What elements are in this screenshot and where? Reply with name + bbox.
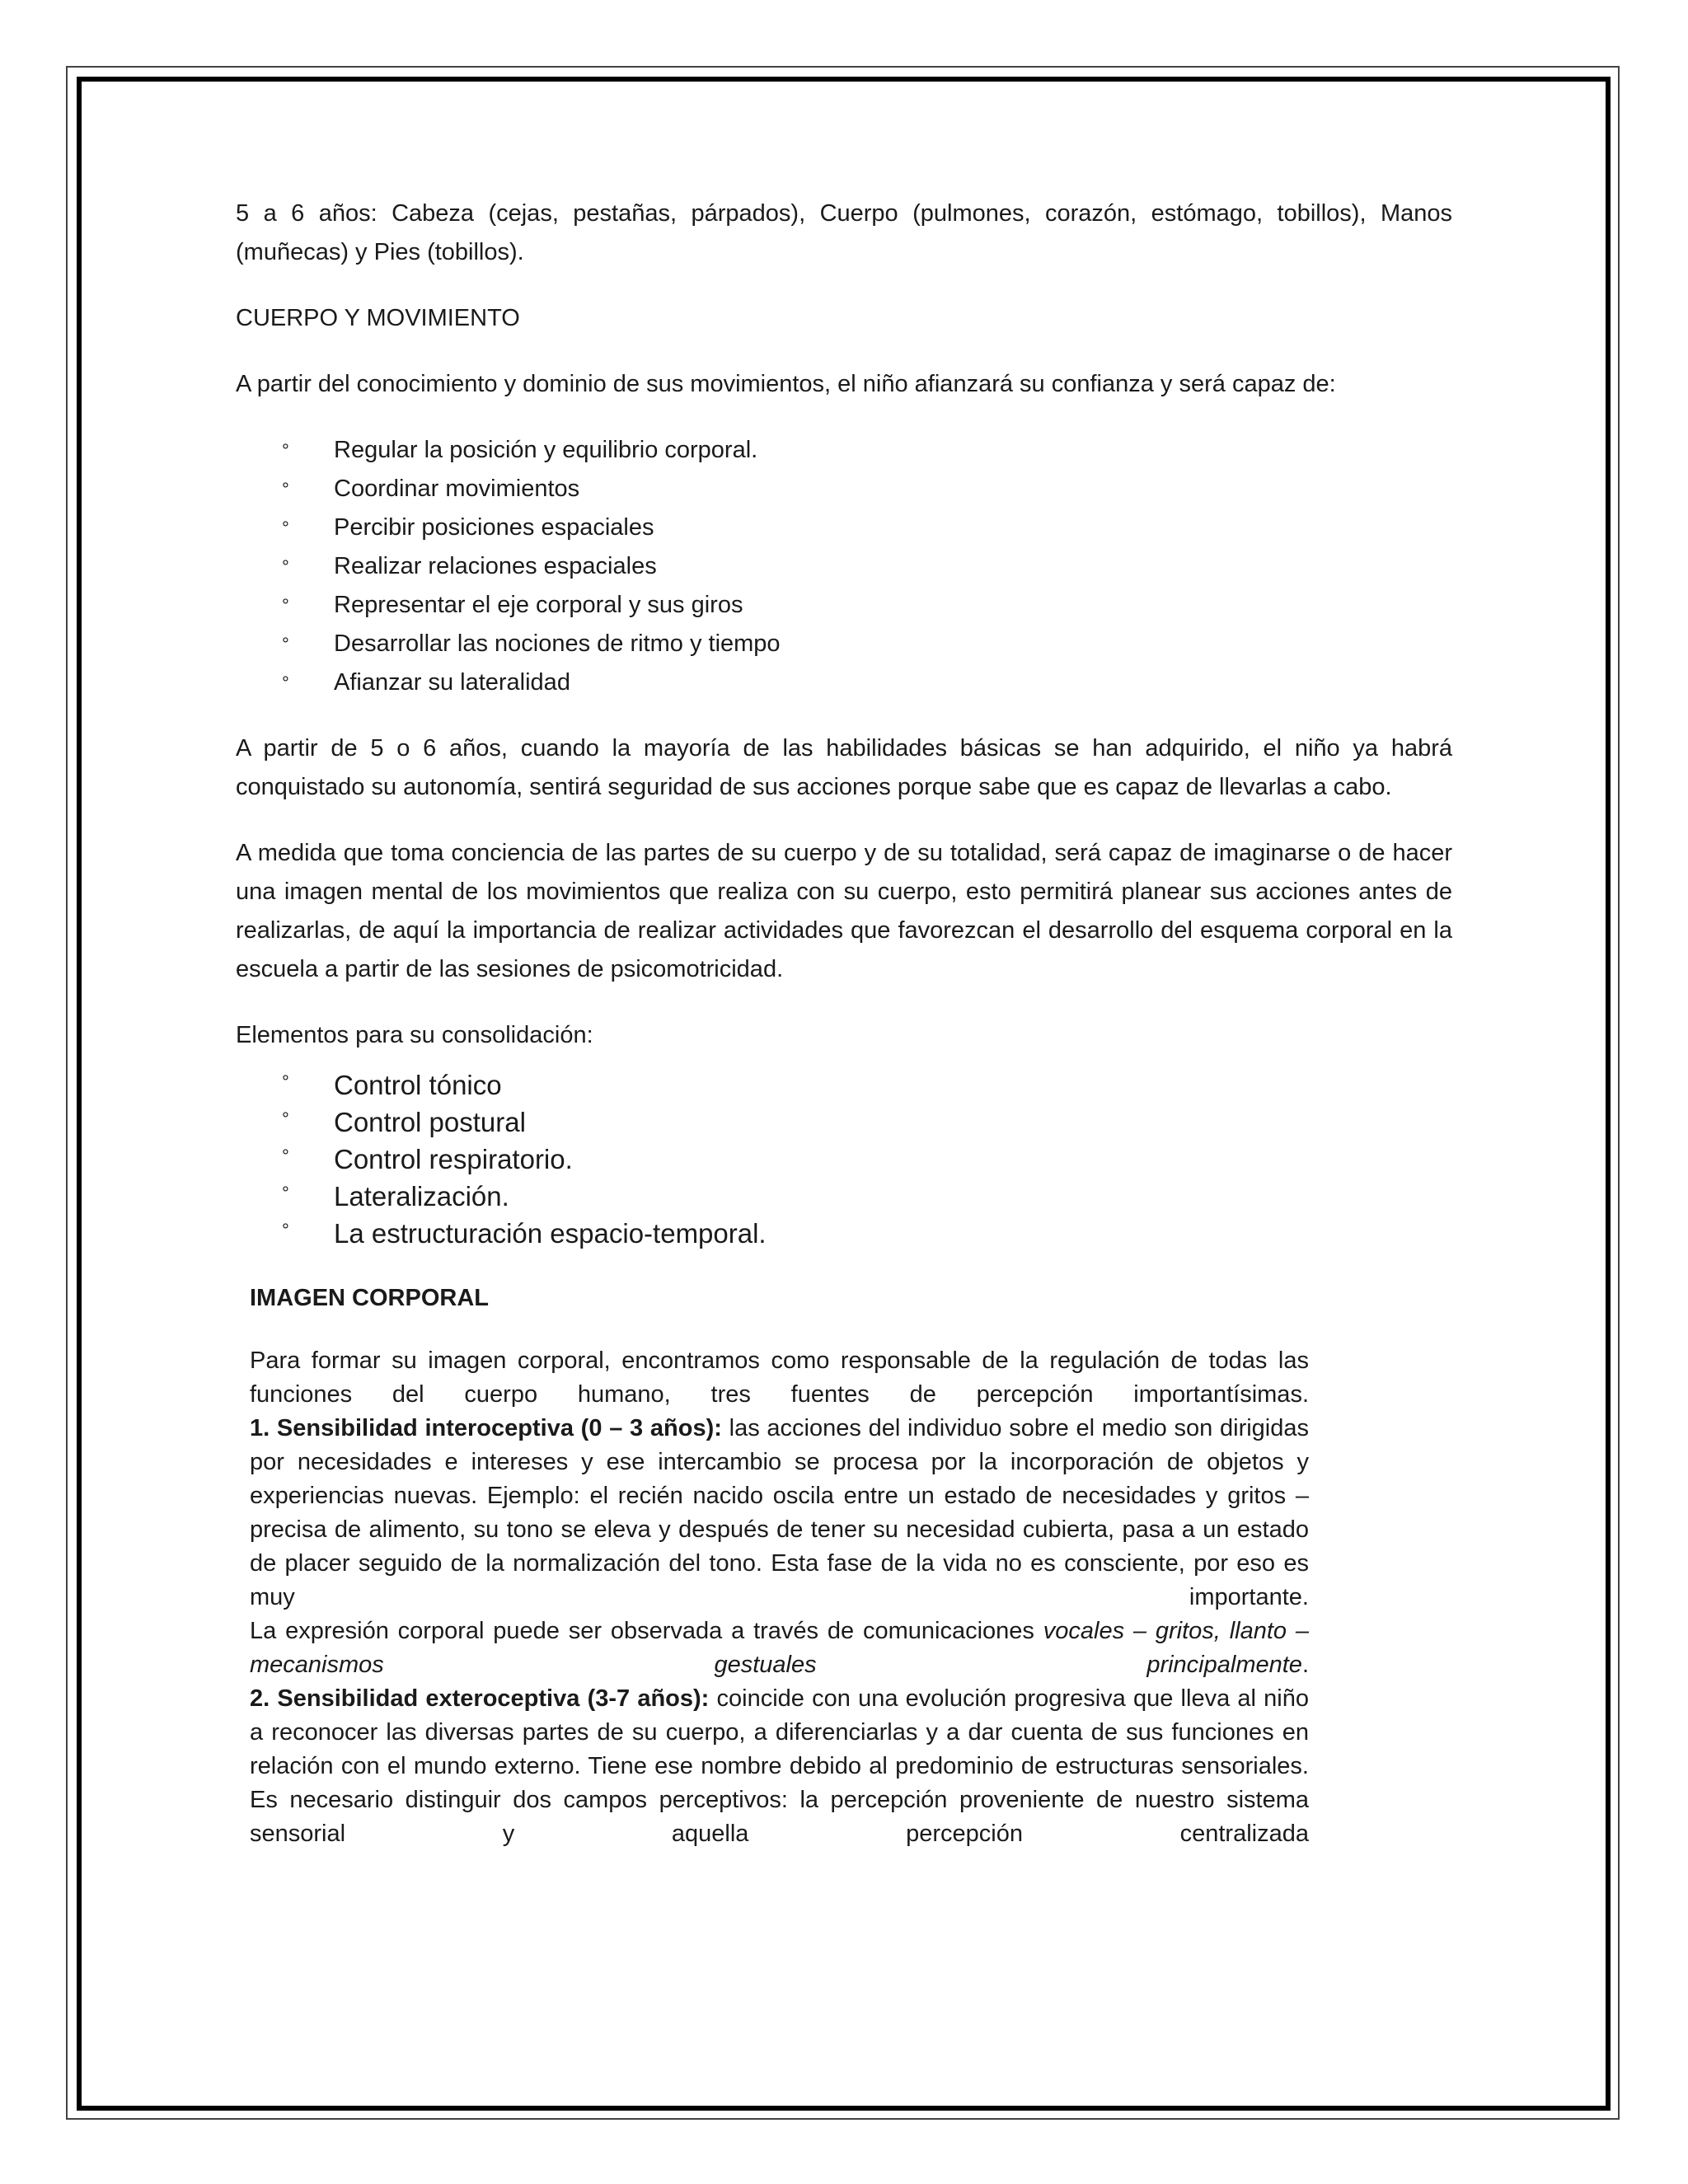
bullet-icon: ° [282, 518, 289, 538]
document-body [236, 194, 1452, 1851]
list-item: ° Control respiratorio. [236, 1141, 1452, 1178]
exteroceptive-paragraph: 2. Sensibilidad exteroceptiva (3-7 años): coincide con una evolución progresiva que lleva al niño a reconocer las diversas partes de su cuerpo, a diferenciarlas y a dar cuenta de sus funciones en relación con el mundo externo. Tiene ese nombre debido al predominio de estructuras sensoriales. Es necesario distinguir dos campos perceptivos: la percepción proveniente de nuestro sistema sensorial y aquella percepción centralizada [250, 1685, 1309, 1847]
bullet-icon: ° [282, 634, 289, 654]
bullet-icon: ° [282, 479, 289, 499]
bullet-icon: ° [282, 1146, 289, 1166]
list-item: ° Afianzar su lateralidad [236, 663, 1452, 702]
interoceptive-label: 1. Sensibilidad interoceptiva (0 – 3 años): [250, 1415, 722, 1441]
bullet-icon: ° [282, 556, 289, 577]
list-item: ° Control postural [236, 1104, 1452, 1141]
intro-paragraph: 5 a 6 años: Cabeza (cejas, pestañas, párpados), Cuerpo (pulmones, corazón, estómago, tobillos), Manos (muñecas) y Pies (tobillos). [236, 200, 1452, 265]
elements-lead: Elementos para su consolidación: [236, 1022, 593, 1048]
list-item: ° Lateralización. [236, 1178, 1452, 1215]
interoceptive-paragraph: 1. Sensibilidad interoceptiva (0 – 3 años): las acciones del individuo sobre el medio son dirigidas por necesidades e intereses y ese intercambio se procesa por la incorporación de objetos y experiencias nuevas. Ejemplo: el recién nacido oscila entre un estado de necesidades y gritos – precisa de alimento, su tono se eleva y después de tener su necesidad cubierta, pasa a un estado de placer seguido de la normalización del tono. Esta fase de la vida no es consciente, por eso es muy importante. [250, 1415, 1309, 1610]
imagen-intro: Para formar su imagen corporal, encontramos como responsable de la regulación de todas las funciones del cuerpo humano, tres fuentes de percepción importantísimas. [250, 1347, 1309, 1408]
list-item: ° Control tónico [236, 1066, 1452, 1104]
list-item: ° Representar el eje corporal y sus giros [236, 586, 1452, 625]
list-item: ° Percibir posiciones espaciales [236, 509, 1452, 547]
list-item: ° La estructuración espacio-temporal. [236, 1215, 1452, 1252]
list-item: ° Realizar relaciones espaciales [236, 547, 1452, 586]
bullet-icon: ° [282, 1108, 289, 1129]
section-title-cuerpo-movimiento: CUERPO Y MOVIMIENTO [236, 305, 520, 331]
elements-list [236, 1066, 1452, 1252]
section-title-imagen-corporal: IMAGEN CORPORAL [250, 1285, 489, 1311]
bullet-icon: ° [282, 673, 289, 693]
bullet-icon: ° [282, 440, 289, 461]
list-item: ° Coordinar movimientos [236, 470, 1452, 509]
exteroceptive-label: 2. Sensibilidad exteroceptiva (3-7 años): [250, 1685, 710, 1712]
list-item: ° Desarrollar las nociones de ritmo y tiempo [236, 625, 1452, 663]
expression-italic: vocales – gritos, llanto – mecanismos gestuales principalmente [250, 1618, 1309, 1678]
paragraph-autonomy: A partir de 5 o 6 años, cuando la mayoría de las habilidades básicas se han adquirido, el niño ya habrá conquistado su autonomía, sentirá seguridad de sus acciones porque sabe que es capaz de llevarlas a cabo. [236, 735, 1452, 800]
imagen-corporal-section [250, 1279, 1309, 1851]
abilities-list [236, 431, 1452, 702]
expression-paragraph: La expresión corporal puede ser observada a través de comunicaciones vocales – gritos, llanto – mecanismos gestuales principalmente. [250, 1618, 1309, 1678]
bullet-icon: ° [282, 1183, 289, 1203]
list-item: ° Regular la posición y equilibrio corporal. [236, 431, 1452, 470]
bullet-icon: ° [282, 1071, 289, 1092]
section-lead: A partir del conocimiento y dominio de sus movimientos, el niño afianzará su confianza y será capaz de: [236, 371, 1336, 397]
paragraph-awareness: A medida que toma conciencia de las partes de su cuerpo y de su totalidad, será capaz de imaginarse o de hacer una imagen mental de los movimientos que realiza con su cuerpo, esto permitirá planear sus acciones antes de realizarlas, de aquí la importancia de realizar actividades que favorezcan el desarrollo del esquema corporal en la escuela a partir de las sesiones de psicomotricidad. [236, 840, 1452, 982]
bullet-icon: ° [282, 1220, 289, 1240]
bullet-icon: ° [282, 595, 289, 616]
